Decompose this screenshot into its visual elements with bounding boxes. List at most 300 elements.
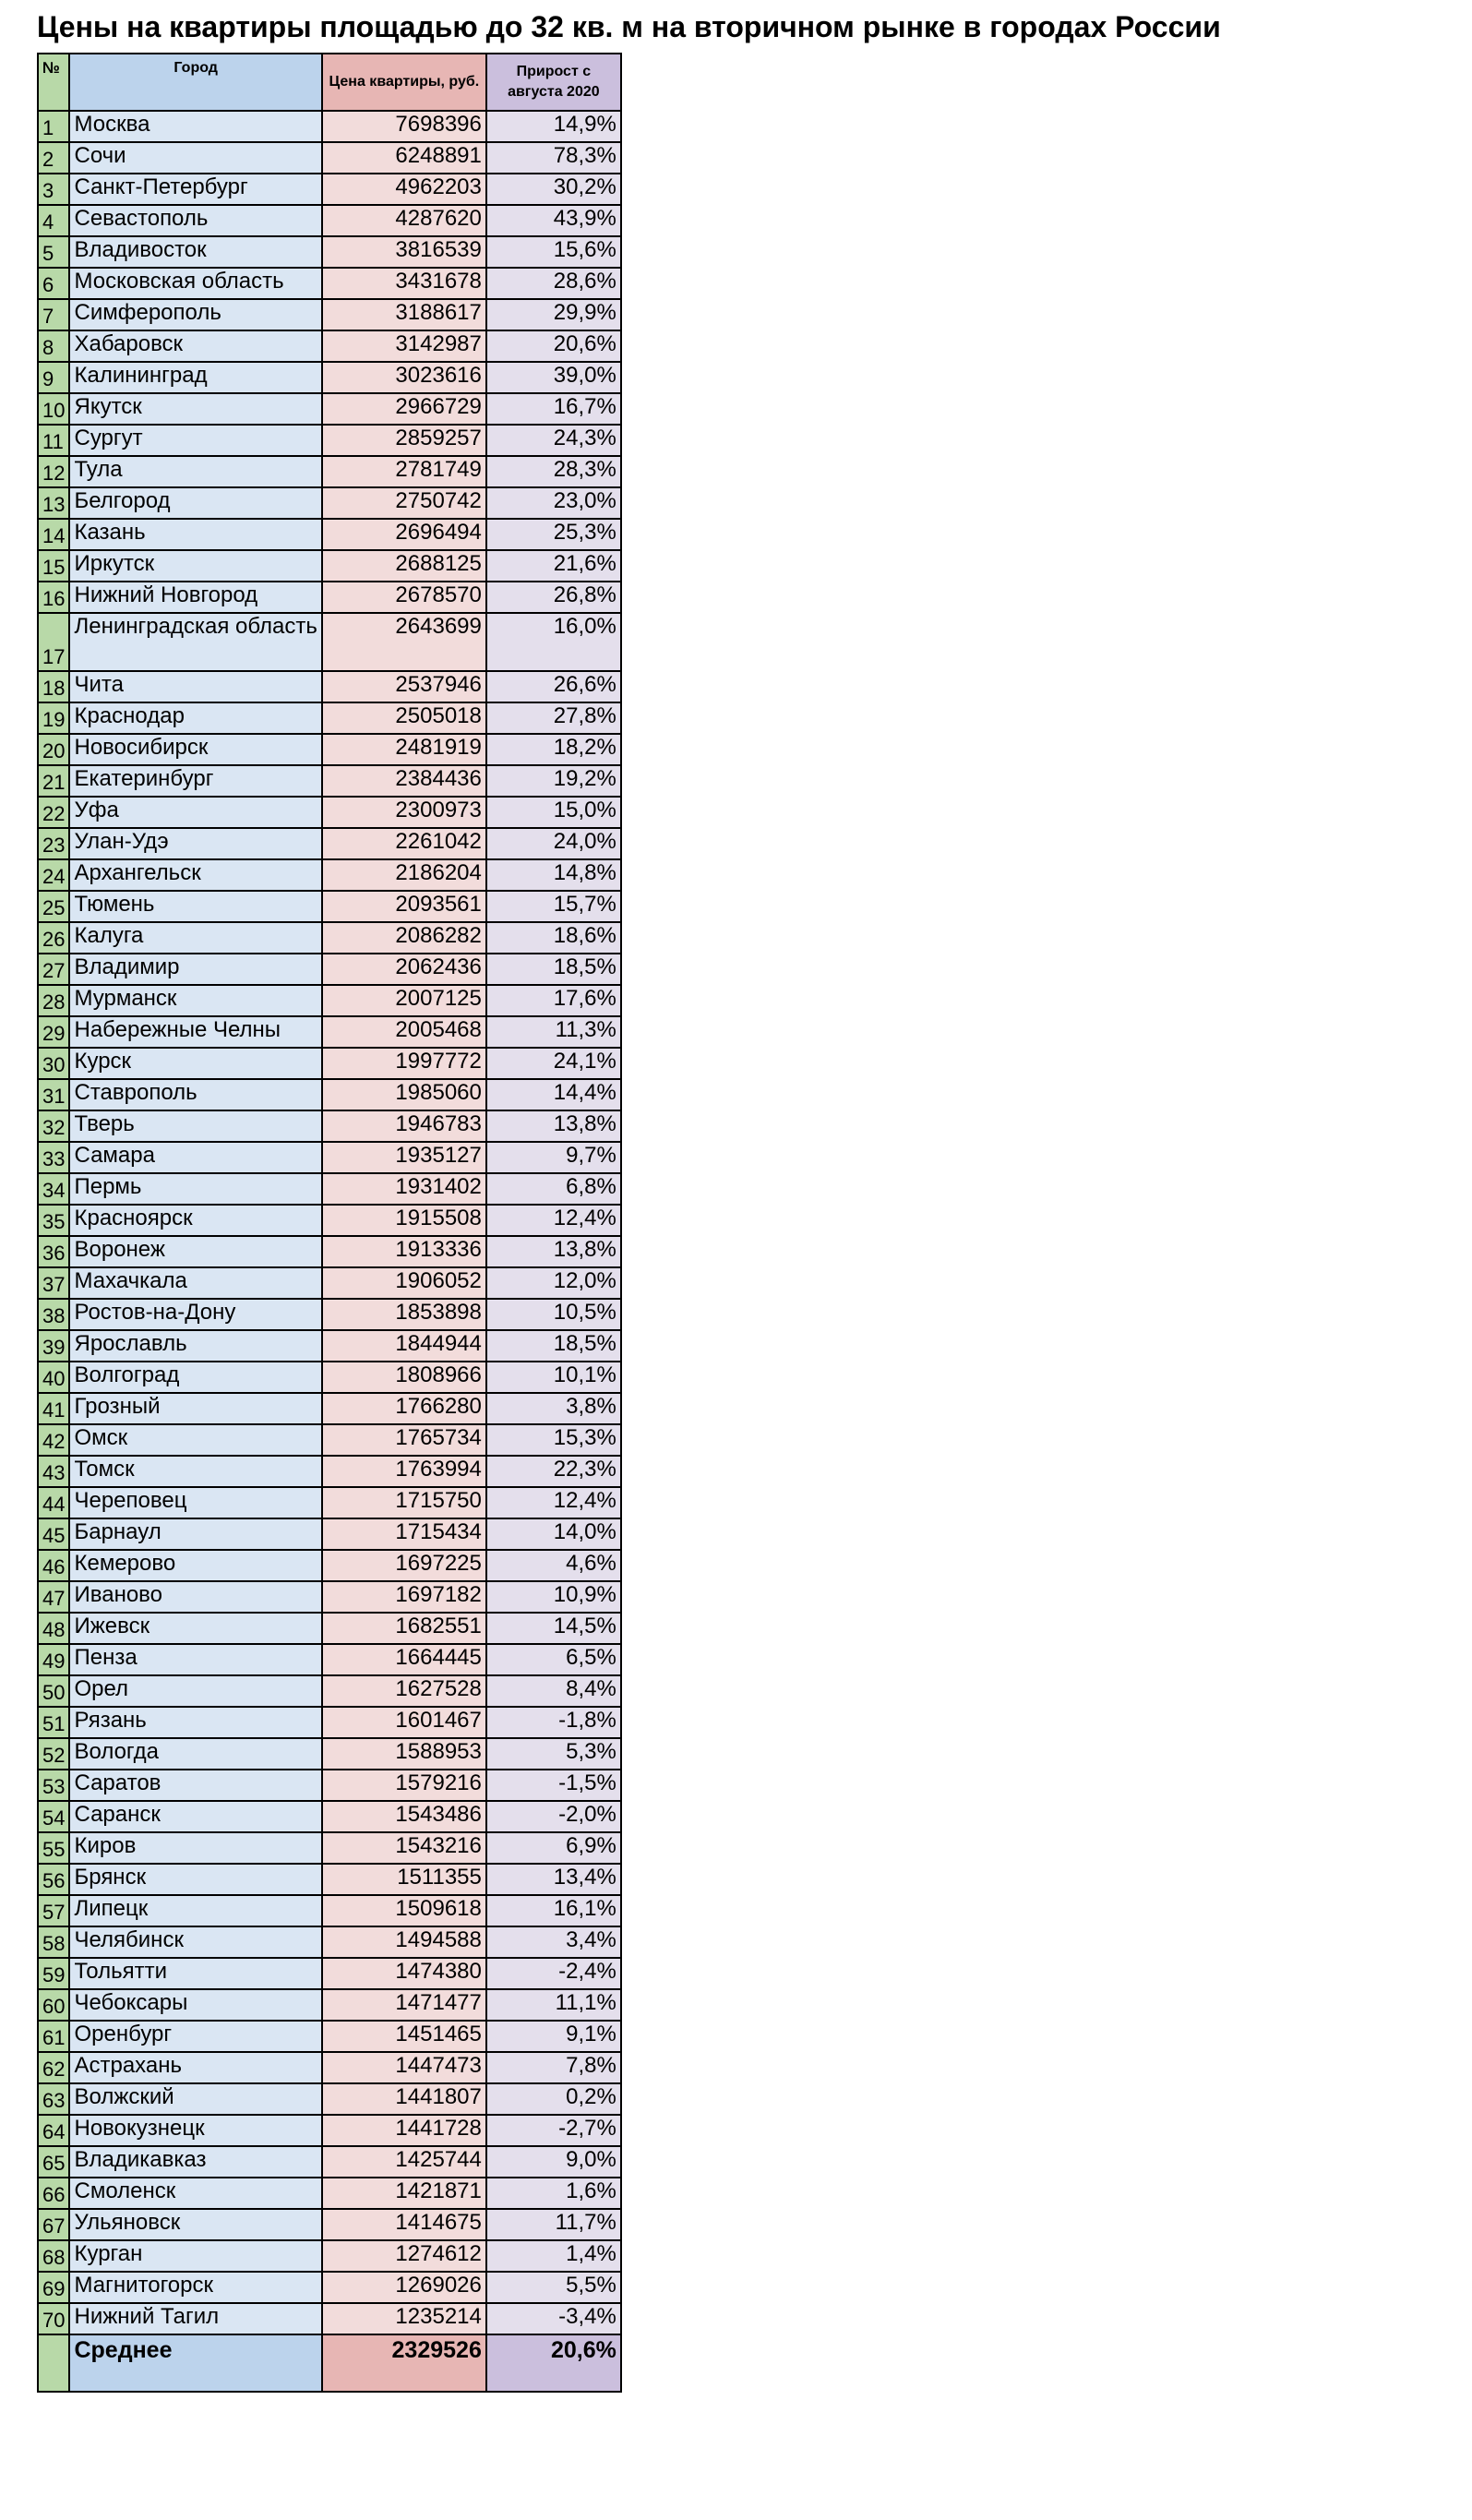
row-number: 57 [38, 1895, 69, 1926]
row-number: 66 [38, 2178, 69, 2209]
table-row [38, 1016, 621, 1048]
growth-value: 18,5% [486, 1330, 621, 1362]
row-number: 63 [38, 2083, 69, 2115]
price-value: 1471477 [322, 1989, 486, 2021]
row-number: 36 [38, 1236, 69, 1267]
price-value: 2643699 [322, 613, 486, 671]
table-row [38, 1550, 621, 1581]
price-table [37, 53, 622, 2393]
table-body [38, 111, 621, 2334]
price-value: 2186204 [322, 859, 486, 891]
city-name: Липецк [69, 1895, 321, 1926]
city-name: Сургут [69, 425, 321, 456]
row-number: 45 [38, 1518, 69, 1550]
city-name: Тольятти [69, 1958, 321, 1989]
row-number: 70 [38, 2303, 69, 2334]
table-row [38, 954, 621, 985]
growth-value: 28,6% [486, 268, 621, 299]
price-value: 7698396 [322, 111, 486, 142]
city-name: Череповец [69, 1487, 321, 1518]
city-name: Хабаровск [69, 330, 321, 362]
price-value: 1235214 [322, 2303, 486, 2334]
growth-value: -2,7% [486, 2115, 621, 2146]
table-row [38, 330, 621, 362]
table-row [38, 2052, 621, 2083]
growth-value: 17,6% [486, 985, 621, 1016]
row-number: 47 [38, 1581, 69, 1613]
table-row [38, 1142, 621, 1173]
city-name: Тула [69, 456, 321, 487]
price-value: 1906052 [322, 1267, 486, 1299]
growth-value: 14,0% [486, 1518, 621, 1550]
growth-value: 24,0% [486, 828, 621, 859]
city-name: Чита [69, 671, 321, 702]
city-name: Томск [69, 1456, 321, 1487]
price-value: 3023616 [322, 362, 486, 393]
table-row [38, 1832, 621, 1864]
table-header-row [38, 54, 621, 111]
price-value: 1664445 [322, 1644, 486, 1675]
row-number: 4 [38, 205, 69, 236]
table-row [38, 1456, 621, 1487]
growth-value: 3,8% [486, 1393, 621, 1424]
row-number: 52 [38, 1738, 69, 1770]
growth-value: 6,5% [486, 1644, 621, 1675]
city-name: Уфа [69, 797, 321, 828]
table-row [38, 1864, 621, 1895]
growth-value: 14,9% [486, 111, 621, 142]
city-name: Владимир [69, 954, 321, 985]
price-value: 1425744 [322, 2146, 486, 2178]
row-number: 23 [38, 828, 69, 859]
row-number: 10 [38, 393, 69, 425]
growth-value: 28,3% [486, 456, 621, 487]
price-value: 2384436 [322, 765, 486, 797]
city-name: Архангельск [69, 859, 321, 891]
row-number: 65 [38, 2146, 69, 2178]
growth-value: 18,2% [486, 734, 621, 765]
price-value: 1682551 [322, 1613, 486, 1644]
table-row [38, 111, 621, 142]
growth-value: 13,8% [486, 1110, 621, 1142]
table-row [38, 1644, 621, 1675]
city-name: Махачкала [69, 1267, 321, 1299]
table-row [38, 1675, 621, 1707]
city-name: Челябинск [69, 1926, 321, 1958]
city-name: Оренбург [69, 2021, 321, 2052]
price-value: 3816539 [322, 236, 486, 268]
row-number: 26 [38, 922, 69, 954]
price-value: 2688125 [322, 550, 486, 582]
city-name: Воронеж [69, 1236, 321, 1267]
table-row [38, 2021, 621, 2052]
table-row [38, 1424, 621, 1456]
table-row [38, 613, 621, 671]
price-value: 1765734 [322, 1424, 486, 1456]
price-value: 2505018 [322, 702, 486, 734]
growth-value: 27,8% [486, 702, 621, 734]
row-number: 24 [38, 859, 69, 891]
city-name: Белгород [69, 487, 321, 519]
city-name: Омск [69, 1424, 321, 1456]
table-row [38, 1362, 621, 1393]
header-price: Цена квартиры, руб. [322, 54, 486, 111]
price-value: 1931402 [322, 1173, 486, 1205]
growth-value: 39,0% [486, 362, 621, 393]
row-number: 2 [38, 142, 69, 174]
price-value: 1269026 [322, 2272, 486, 2303]
table-row [38, 2178, 621, 2209]
table-row [38, 1989, 621, 2021]
row-number: 58 [38, 1926, 69, 1958]
table-row [38, 550, 621, 582]
row-number: 30 [38, 1048, 69, 1079]
city-name: Брянск [69, 1864, 321, 1895]
growth-value: 11,1% [486, 1989, 621, 2021]
table-row [38, 299, 621, 330]
growth-value: 15,6% [486, 236, 621, 268]
table-row [38, 393, 621, 425]
growth-value: -3,4% [486, 2303, 621, 2334]
table-row [38, 1895, 621, 1926]
row-number: 22 [38, 797, 69, 828]
city-name: Владивосток [69, 236, 321, 268]
growth-value: 0,2% [486, 2083, 621, 2115]
row-number: 32 [38, 1110, 69, 1142]
city-name: Самара [69, 1142, 321, 1173]
table-row [38, 1205, 621, 1236]
row-number: 59 [38, 1958, 69, 1989]
table-row [38, 456, 621, 487]
growth-value: 14,8% [486, 859, 621, 891]
city-name: Астрахань [69, 2052, 321, 2083]
table-row [38, 2272, 621, 2303]
row-number: 44 [38, 1487, 69, 1518]
row-number: 60 [38, 1989, 69, 2021]
city-name: Ярославль [69, 1330, 321, 1362]
price-value: 1915508 [322, 1205, 486, 1236]
row-number: 37 [38, 1267, 69, 1299]
row-number: 8 [38, 330, 69, 362]
table-row [38, 891, 621, 922]
growth-value: 7,8% [486, 2052, 621, 2083]
row-number: 68 [38, 2240, 69, 2272]
growth-value: 11,7% [486, 2209, 621, 2240]
price-value: 1763994 [322, 1456, 486, 1487]
city-name: Екатеринбург [69, 765, 321, 797]
table-row [38, 1958, 621, 1989]
city-name: Ленинградская область [69, 613, 321, 671]
price-value: 1494588 [322, 1926, 486, 1958]
growth-value: 15,0% [486, 797, 621, 828]
row-number: 43 [38, 1456, 69, 1487]
table-row [38, 205, 621, 236]
city-name: Курган [69, 2240, 321, 2272]
growth-value: 23,0% [486, 487, 621, 519]
table-row [38, 1738, 621, 1770]
row-number: 31 [38, 1079, 69, 1110]
city-name: Магнитогорск [69, 2272, 321, 2303]
price-value: 2678570 [322, 582, 486, 613]
price-value: 1715750 [322, 1487, 486, 1518]
growth-value: 30,2% [486, 174, 621, 205]
price-value: 1766280 [322, 1393, 486, 1424]
growth-value: -1,5% [486, 1770, 621, 1801]
price-value: 2300973 [322, 797, 486, 828]
city-name: Кемерово [69, 1550, 321, 1581]
table-row [38, 1299, 621, 1330]
table-row [38, 797, 621, 828]
price-value: 1474380 [322, 1958, 486, 1989]
table-row [38, 1613, 621, 1644]
price-value: 1935127 [322, 1142, 486, 1173]
row-number: 55 [38, 1832, 69, 1864]
price-value: 2696494 [322, 519, 486, 550]
price-value: 1421871 [322, 2178, 486, 2209]
growth-value: 8,4% [486, 1675, 621, 1707]
price-value: 2481919 [322, 734, 486, 765]
price-value: 4287620 [322, 205, 486, 236]
table-row [38, 734, 621, 765]
city-name: Иваново [69, 1581, 321, 1613]
growth-value: 9,1% [486, 2021, 621, 2052]
table-row [38, 2240, 621, 2272]
growth-value: 12,4% [486, 1205, 621, 1236]
table-row [38, 519, 621, 550]
price-value: 4962203 [322, 174, 486, 205]
table-row [38, 1926, 621, 1958]
price-value: 1588953 [322, 1738, 486, 1770]
price-value: 2781749 [322, 456, 486, 487]
city-name: Рязань [69, 1707, 321, 1738]
growth-value: 15,3% [486, 1424, 621, 1456]
table-row [38, 1267, 621, 1299]
total-growth: 20,6% [486, 2334, 621, 2392]
price-value: 1997772 [322, 1048, 486, 1079]
row-number: 1 [38, 111, 69, 142]
growth-value: 1,4% [486, 2240, 621, 2272]
total-price: 2329526 [322, 2334, 486, 2392]
price-value: 2859257 [322, 425, 486, 456]
growth-value: 16,1% [486, 1895, 621, 1926]
row-number: 3 [38, 174, 69, 205]
city-name: Московская область [69, 268, 321, 299]
price-value: 2093561 [322, 891, 486, 922]
table-row [38, 1330, 621, 1362]
price-value: 2261042 [322, 828, 486, 859]
city-name: Улан-Удэ [69, 828, 321, 859]
growth-value: 22,3% [486, 1456, 621, 1487]
row-number: 9 [38, 362, 69, 393]
row-number: 69 [38, 2272, 69, 2303]
growth-value: 19,2% [486, 765, 621, 797]
price-value: 1697182 [322, 1581, 486, 1613]
city-name: Москва [69, 111, 321, 142]
row-number: 25 [38, 891, 69, 922]
growth-value: 9,7% [486, 1142, 621, 1173]
growth-value: 5,5% [486, 2272, 621, 2303]
growth-value: 16,0% [486, 613, 621, 671]
growth-value: 10,9% [486, 1581, 621, 1613]
total-label: Среднее [69, 2334, 321, 2392]
table-row [38, 174, 621, 205]
growth-value: 25,3% [486, 519, 621, 550]
price-value: 2537946 [322, 671, 486, 702]
row-number: 42 [38, 1424, 69, 1456]
city-name: Севастополь [69, 205, 321, 236]
price-value: 1844944 [322, 1330, 486, 1362]
city-name: Саратов [69, 1770, 321, 1801]
city-name: Саранск [69, 1801, 321, 1832]
price-value: 2750742 [322, 487, 486, 519]
city-name: Волжский [69, 2083, 321, 2115]
row-number: 19 [38, 702, 69, 734]
table-row [38, 362, 621, 393]
growth-value: 3,4% [486, 1926, 621, 1958]
table-row [38, 2115, 621, 2146]
price-value: 1946783 [322, 1110, 486, 1142]
growth-value: 26,8% [486, 582, 621, 613]
price-value: 1511355 [322, 1864, 486, 1895]
price-value: 2966729 [322, 393, 486, 425]
price-value: 3188617 [322, 299, 486, 330]
growth-value: -1,8% [486, 1707, 621, 1738]
price-value: 2007125 [322, 985, 486, 1016]
row-number: 61 [38, 2021, 69, 2052]
growth-value: 10,1% [486, 1362, 621, 1393]
table-row [38, 582, 621, 613]
city-name: Новосибирск [69, 734, 321, 765]
price-value: 1627528 [322, 1675, 486, 1707]
city-name: Курск [69, 1048, 321, 1079]
city-name: Калуга [69, 922, 321, 954]
city-name: Симферополь [69, 299, 321, 330]
price-value: 1447473 [322, 2052, 486, 2083]
row-number: 67 [38, 2209, 69, 2240]
table-row [38, 2303, 621, 2334]
row-number: 6 [38, 268, 69, 299]
row-number: 38 [38, 1299, 69, 1330]
table-row [38, 2209, 621, 2240]
row-number: 29 [38, 1016, 69, 1048]
city-name: Вологда [69, 1738, 321, 1770]
row-number: 16 [38, 582, 69, 613]
growth-value: 21,6% [486, 550, 621, 582]
growth-value: 1,6% [486, 2178, 621, 2209]
table-row [38, 268, 621, 299]
row-number: 53 [38, 1770, 69, 1801]
table-row [38, 142, 621, 174]
growth-value: 43,9% [486, 205, 621, 236]
row-number: 46 [38, 1550, 69, 1581]
growth-value: 14,5% [486, 1613, 621, 1644]
price-value: 3142987 [322, 330, 486, 362]
row-number: 39 [38, 1330, 69, 1362]
table-row [38, 487, 621, 519]
price-value: 1441807 [322, 2083, 486, 2115]
row-number: 20 [38, 734, 69, 765]
price-value: 1697225 [322, 1550, 486, 1581]
city-name: Тюмень [69, 891, 321, 922]
growth-value: 29,9% [486, 299, 621, 330]
growth-value: 20,6% [486, 330, 621, 362]
row-number: 17 [38, 613, 69, 671]
row-number: 27 [38, 954, 69, 985]
row-number: 40 [38, 1362, 69, 1393]
price-value: 2086282 [322, 922, 486, 954]
price-value: 1715434 [322, 1518, 486, 1550]
table-row [38, 236, 621, 268]
city-name: Тверь [69, 1110, 321, 1142]
growth-value: 24,3% [486, 425, 621, 456]
city-name: Новокузнецк [69, 2115, 321, 2146]
table-row [38, 1801, 621, 1832]
price-value: 1913336 [322, 1236, 486, 1267]
growth-value: 5,3% [486, 1738, 621, 1770]
table-row [38, 1581, 621, 1613]
row-number: 18 [38, 671, 69, 702]
table-row [38, 765, 621, 797]
city-name: Иркутск [69, 550, 321, 582]
row-number: 11 [38, 425, 69, 456]
growth-value: 4,6% [486, 1550, 621, 1581]
growth-value: 18,6% [486, 922, 621, 954]
growth-value: 6,9% [486, 1832, 621, 1864]
row-number: 12 [38, 456, 69, 487]
table-row [38, 1707, 621, 1738]
table-row [38, 985, 621, 1016]
table-row [38, 2083, 621, 2115]
city-name: Набережные Челны [69, 1016, 321, 1048]
price-value: 6248891 [322, 142, 486, 174]
table-row [38, 2146, 621, 2178]
city-name: Пенза [69, 1644, 321, 1675]
total-num-cell [38, 2334, 69, 2392]
city-name: Ростов-на-Дону [69, 1299, 321, 1330]
price-value: 1274612 [322, 2240, 486, 2272]
city-name: Пермь [69, 1173, 321, 1205]
row-number: 21 [38, 765, 69, 797]
growth-value: 14,4% [486, 1079, 621, 1110]
city-name: Нижний Тагил [69, 2303, 321, 2334]
row-number: 62 [38, 2052, 69, 2083]
growth-value: 12,0% [486, 1267, 621, 1299]
price-value: 1414675 [322, 2209, 486, 2240]
price-value: 2005468 [322, 1016, 486, 1048]
growth-value: 18,5% [486, 954, 621, 985]
city-name: Ульяновск [69, 2209, 321, 2240]
growth-value: 24,1% [486, 1048, 621, 1079]
growth-value: 6,8% [486, 1173, 621, 1205]
header-growth: Прирост с августа 2020 [486, 54, 621, 111]
city-name: Чебоксары [69, 1989, 321, 2021]
table-row [38, 859, 621, 891]
row-number: 51 [38, 1707, 69, 1738]
table-row [38, 671, 621, 702]
table-row [38, 828, 621, 859]
city-name: Смоленск [69, 2178, 321, 2209]
city-name: Санкт-Петербург [69, 174, 321, 205]
total-row [38, 2334, 621, 2392]
growth-value: 13,4% [486, 1864, 621, 1895]
row-number: 49 [38, 1644, 69, 1675]
table-row [38, 1487, 621, 1518]
table-row [38, 1518, 621, 1550]
growth-value: 78,3% [486, 142, 621, 174]
growth-value: 9,0% [486, 2146, 621, 2178]
table-row [38, 702, 621, 734]
table-row [38, 1173, 621, 1205]
